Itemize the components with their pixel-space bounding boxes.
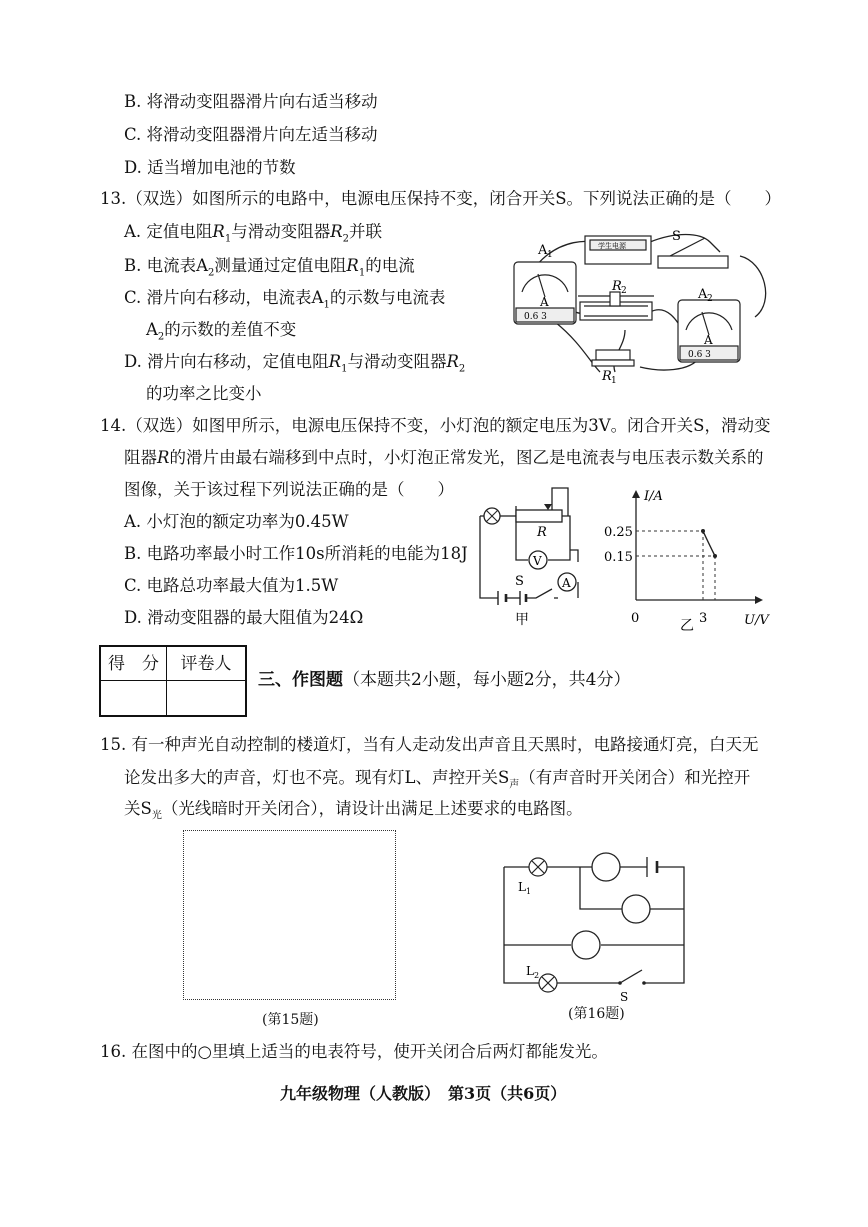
yi-y2: 0.15 xyxy=(604,550,633,565)
yi-ylabel: I/A xyxy=(644,489,663,504)
yi-caption: 乙 xyxy=(680,618,694,634)
q15-line1: 15. 有一种声光自动控制的楼道灯，当有人走动发出声音且天黑时，电路接通灯亮，白天无 xyxy=(100,735,759,754)
resistor-r1 xyxy=(592,350,634,366)
lamp-l1-icon xyxy=(529,858,547,876)
q14-stem-line2: 阻器R的滑片由最右端移到中点时，小灯泡正常发光，图乙是电流表与电压表示数关系的 xyxy=(124,448,764,467)
l1-label: L xyxy=(518,880,526,894)
a1-meter-letter: A xyxy=(540,295,549,309)
q16-circuit-figure xyxy=(496,845,691,1005)
yi-x1: 3 xyxy=(699,611,708,626)
rheostat-r2 xyxy=(578,292,654,320)
r1-sub: 1 xyxy=(611,376,617,386)
jia-s-label: S xyxy=(515,574,524,589)
q14-circuit-jia xyxy=(470,478,585,628)
q12-option-c: C. 将滑动变阻器滑片向左适当移动 xyxy=(124,125,378,144)
power-supply-label: 学生电源 xyxy=(598,242,626,250)
q15-line2: 论发出多大的声音，灯也不亮。现有灯L、声控开关$S_声$（有声音时开关闭合）和光控开 xyxy=(124,768,751,791)
q13-circuit-figure xyxy=(500,222,770,390)
score-cell[interactable] xyxy=(101,681,167,715)
battery-icon xyxy=(647,857,657,877)
yi-y1: 0.25 xyxy=(604,525,633,540)
power-supply xyxy=(585,236,651,264)
q16-s-label: S xyxy=(620,990,629,1004)
r1-label: R xyxy=(602,369,612,384)
meter-slot-1-icon xyxy=(592,853,620,881)
l1-sub: 1 xyxy=(526,887,532,896)
q13-option-a: A. 定值电阻$R_1$与滑动变阻器$R_2$并联 xyxy=(124,222,383,245)
r2-sub: 2 xyxy=(621,286,627,296)
q12-option-b: B. 将滑动变阻器滑片向右适当移动 xyxy=(124,92,378,111)
switch-s-label: S xyxy=(672,229,681,244)
q13-option-b: B. 电流表$A_2$测量通过定值电阻$R_1$的电流 xyxy=(124,256,415,279)
grader-header: 评卷人 xyxy=(167,647,245,681)
q15-answer-box[interactable] xyxy=(183,830,396,1000)
q14-option-c: C. 电路总功率最大值为1.5W xyxy=(124,576,339,595)
grader-cell[interactable] xyxy=(167,681,245,715)
q12-option-d: D. 适当增加电池的节数 xyxy=(124,158,296,177)
yi-xlabel: U/V xyxy=(744,613,769,628)
score-table xyxy=(99,645,247,717)
score-header: 得 分 xyxy=(101,647,167,681)
a1-sub: 1 xyxy=(547,250,553,260)
a2-sub: 2 xyxy=(707,294,713,304)
q15-caption: (第15题) xyxy=(262,1012,319,1028)
jia-a-label: A xyxy=(562,576,571,590)
q13-option-d-cont: 的功率之比变小 xyxy=(146,384,262,403)
switch-s xyxy=(658,238,728,268)
q15-line3: 关$S_光$（光线暗时开关闭合），请设计出满足上述要求的电路图。 xyxy=(124,799,583,822)
q13-stem: 13.（双选）如图所示的电路中，电源电压保持不变，闭合开关S。下列说法正确的是（ ） xyxy=(100,189,782,208)
yi-curve xyxy=(703,531,715,556)
q13-option-c-cont: $A_2$的示数的差值不变 xyxy=(146,320,297,343)
q14-graph-yi xyxy=(600,484,775,634)
a1-label: A xyxy=(538,243,548,258)
meter-slot-3-icon xyxy=(572,931,600,959)
a1-scale: 0.6 3 xyxy=(524,312,547,322)
a2-scale: 0.6 3 xyxy=(688,350,711,360)
l2-label: L xyxy=(526,964,534,978)
q14-option-b: B. 电路功率最小时工作10s所消耗的电能为18J xyxy=(124,544,468,563)
jia-r-label: R xyxy=(537,525,547,540)
rheostat-icon xyxy=(516,510,562,522)
lamp-l2-icon xyxy=(539,974,557,992)
q14-option-a: A. 小灯泡的额定功率为0.45W xyxy=(124,512,349,531)
r2-label: R xyxy=(612,279,622,294)
section3-heading: 三、作图题（本题共2小题，每小题2分，共4分） xyxy=(258,670,631,690)
a2-meter-letter: A xyxy=(704,333,713,347)
yi-x0: 0 xyxy=(631,611,640,626)
l2-sub: 2 xyxy=(534,971,540,980)
page-footer: 九年级物理（人教版） 第3页（共6页） xyxy=(280,1084,567,1103)
q13-option-d: D. 滑片向右移动，定值电阻$R_1$与滑动变阻器$R_2$ xyxy=(124,352,466,375)
q14-stem-line3: 图像，关于该过程下列说法正确的是（ ） xyxy=(124,480,454,499)
jia-v-label: V xyxy=(533,554,542,568)
meter-slot-2-icon xyxy=(622,895,650,923)
a2-label: A xyxy=(698,287,708,302)
q14-stem-line1: 14.（双选）如图甲所示，电源电压保持不变，小灯泡的额定电压为3V。闭合开关S，滑动变 xyxy=(100,416,771,435)
q14-option-d: D. 滑动变阻器的最大阻值为24Ω xyxy=(124,608,364,627)
jia-caption: 甲 xyxy=(515,612,529,628)
q16-text: 16. 在图中的○里填上适当的电表符号，使开关闭合后两灯都能发光。 xyxy=(100,1042,608,1061)
q13-option-c: C. 滑片向右移动，电流表$A_1$的示数与电流表 xyxy=(124,288,446,311)
q16-caption: (第16题) xyxy=(568,1006,625,1022)
